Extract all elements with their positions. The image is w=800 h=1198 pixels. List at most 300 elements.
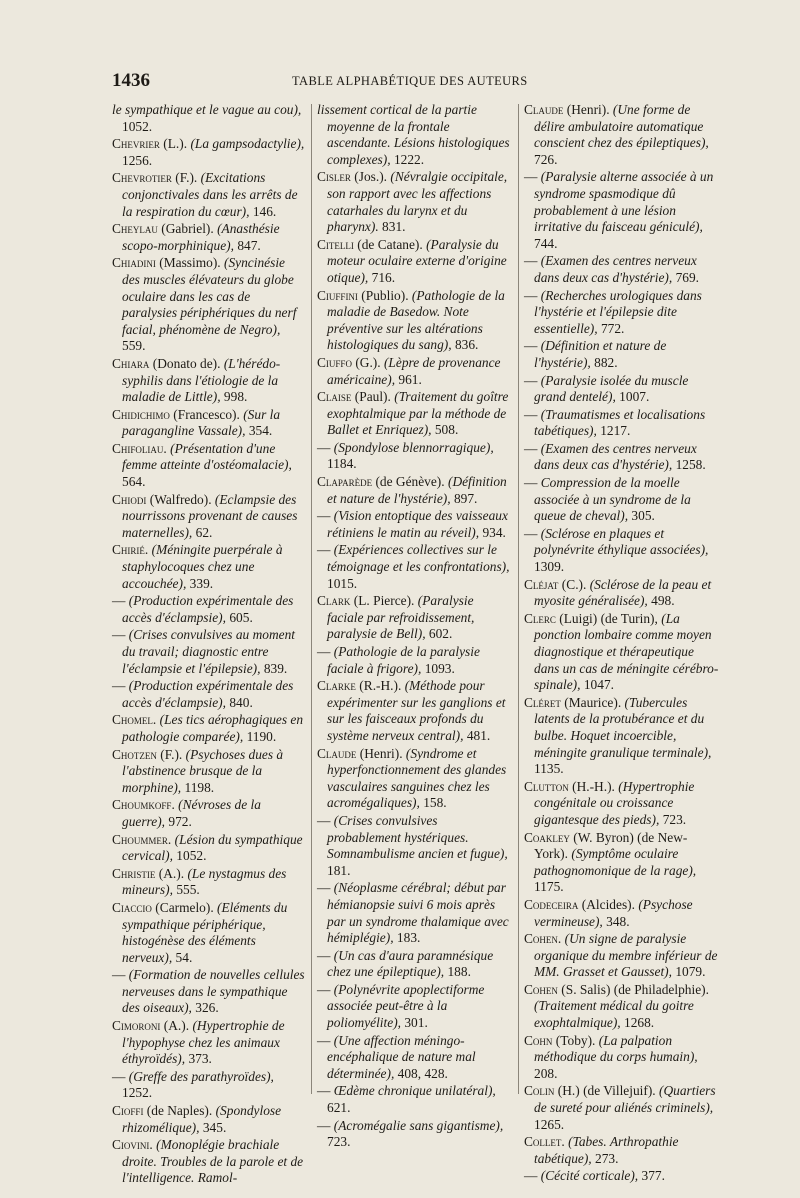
index-entry: [112, 1137, 305, 1187]
index-entry: [524, 830, 720, 896]
index-entry: [112, 797, 305, 830]
index-entry: [524, 897, 720, 930]
author-name: Chevrotier: [112, 170, 172, 186]
author-given: (A.).: [163, 1018, 190, 1034]
page-reference: 339.: [189, 575, 214, 591]
author-name: —: [317, 812, 331, 828]
index-entry: [524, 1033, 720, 1083]
index-entry: [112, 866, 305, 899]
page-reference: 181.: [327, 862, 351, 878]
author-name: —: [524, 169, 538, 185]
work-title: (Greffe des parathyroïdes),: [128, 1068, 274, 1084]
index-entry: [112, 1018, 305, 1068]
author-name: Clerc: [524, 610, 556, 626]
work-title: (La ponction lombaire comme moyen diagnostique et thérapeutique dans un cas de méningite cérébro-spinale),: [534, 610, 719, 693]
author-name: —: [317, 439, 331, 455]
page-reference: 723.: [662, 811, 687, 827]
work-title: (Paralysie du moteur oculaire externe d'origine otique),: [327, 236, 507, 285]
author-given: (Publio).: [361, 287, 409, 303]
page-reference: 408, 428.: [397, 1065, 448, 1081]
work-title: (Lèpre de provenance américaine),: [327, 354, 501, 387]
work-title: (Expériences collectives sur le témoignage et les confrontations),: [327, 542, 510, 575]
author-name: —: [112, 593, 126, 609]
work-title: (Sur la paragangline Vassale),: [122, 406, 281, 439]
page-reference: 716.: [371, 269, 396, 285]
index-entry: [112, 221, 305, 254]
work-title: (Spondylose blennorragique),: [333, 439, 494, 455]
author-name: Choummer.: [112, 831, 172, 847]
index-entry: [112, 356, 305, 406]
index-entry: [524, 931, 720, 981]
index-entry: [317, 880, 513, 946]
author-name: —: [317, 1117, 331, 1133]
work-title: (Syndrome et hyperfonctionnement des glandes vasculaires sanguines chez les acromégaliques),: [327, 745, 507, 811]
author-name: —: [524, 338, 538, 354]
author-name: Cioffi: [112, 1103, 144, 1119]
author-name: Chirié.: [112, 542, 149, 558]
author-given: (H.-H.).: [572, 778, 615, 794]
page-reference: 621.: [327, 1100, 351, 1116]
page-reference: 772.: [600, 320, 625, 336]
author-given: (de Catane).: [357, 236, 423, 252]
work-title: (Recherches urologiques dans l'hystérie et l'épilepsie dite essentielle),: [534, 287, 702, 336]
index-entry: [112, 678, 305, 711]
index-entry: [524, 695, 720, 778]
author-name: Chotzen: [112, 746, 157, 762]
page-reference: 972.: [168, 813, 192, 829]
author-name: Cléret: [524, 694, 561, 710]
work-title: (Pathologie de la paralysie faciale à frigore),: [327, 644, 480, 676]
page-reference: 481.: [466, 727, 491, 743]
page-reference: 498.: [651, 593, 675, 609]
author-name: Chiara: [112, 355, 150, 371]
page-reference: 345.: [202, 1119, 227, 1135]
index-entry: [112, 407, 305, 440]
work-title: (Méningite puerpérale à staphylocoques chez une accouchée),: [122, 542, 283, 591]
author-name: Cheylau: [112, 221, 158, 237]
work-title: (Névroses de la guerre),: [122, 797, 261, 829]
author-name: Cohen.: [524, 931, 562, 947]
page-reference: 508.: [434, 422, 459, 438]
index-entry: [317, 440, 513, 473]
work-title: (Hypertrophie congénitale ou croissance gigantesque des pieds),: [534, 778, 695, 827]
author-name: Citelli: [317, 236, 354, 252]
page-reference: 726.: [534, 151, 558, 167]
author-given: (Luigi) (de Turin),: [559, 610, 658, 626]
work-title: (Syncinésie des muscles élévateurs du globe oculaire dans les cas de paralysies périphériques du nerf facial, phénomène de Negro),: [122, 255, 297, 337]
page-reference: 1309.: [534, 559, 565, 575]
work-title: (Sclérose en plaques et polynévrite éthylique associées),: [534, 525, 709, 558]
index-entry: [524, 577, 720, 610]
work-title: (Définition et nature de l'hystérie),: [534, 338, 667, 370]
author-name: Claude: [524, 102, 564, 117]
author-name: Clutton: [524, 778, 569, 794]
index-entry: [112, 1103, 305, 1136]
author-name: Cimoroni: [112, 1018, 161, 1034]
author-name: —: [524, 525, 538, 541]
index-entry: [317, 508, 513, 541]
page-reference: 744.: [534, 235, 558, 251]
index-entry: [112, 1069, 305, 1102]
author-name: —: [317, 508, 331, 524]
work-title: (La palpation méthodique du corps humain),: [534, 1032, 698, 1065]
index-entry: [317, 1118, 513, 1151]
work-title: (Méthode pour expérimenter sur les ganglions et sur les faisceaux profonds du système nerveux central),: [327, 678, 506, 743]
author-name: Chomel.: [112, 712, 157, 728]
page-reference: 961.: [398, 371, 422, 387]
index-entry: [317, 644, 513, 677]
index-entry: [317, 982, 513, 1032]
index-entry: [524, 169, 720, 252]
author-given: (Henri).: [359, 745, 403, 761]
page-reference: 188.: [447, 964, 471, 980]
author-name: Ciuffo: [317, 354, 352, 370]
page-reference: 840.: [229, 694, 253, 710]
author-name: —: [524, 475, 538, 491]
index-entry: [112, 255, 305, 355]
author-name: Clark: [317, 593, 351, 609]
author-given: (F.).: [160, 746, 183, 762]
page-reference: 54.: [175, 949, 193, 965]
author-given: (de Génève).: [375, 474, 445, 490]
index-entry: [112, 492, 305, 542]
work-title: (Spondylose rhizomélique),: [122, 1103, 282, 1135]
author-given: (de Naples).: [146, 1103, 213, 1119]
author-given: (Jos.).: [354, 169, 388, 185]
page-reference: 559.: [122, 338, 146, 354]
index-column-1: [112, 102, 305, 1188]
index-entry: [317, 746, 513, 812]
author-given: (Massimo).: [159, 255, 221, 271]
work-title: Compression de la moelle associée à un syndrome de la queue de cheval),: [534, 475, 691, 524]
work-title: (Acromégalie sans gigantisme),: [333, 1117, 504, 1133]
work-title: (Excitations conjonctivales dans les arrêts de la respiration du cœur),: [122, 170, 298, 219]
index-entry: [112, 712, 305, 745]
author-name: Cohen: [524, 981, 558, 997]
index-entry: [317, 288, 513, 354]
work-title: (Cécité corticale),: [540, 1168, 639, 1184]
author-name: Collet.: [524, 1134, 565, 1150]
page-reference: 1052.: [176, 848, 207, 864]
work-title: (Définition et nature de l'hystérie),: [327, 474, 507, 506]
author-given: (Toby).: [555, 1032, 596, 1048]
author-name: Choumkoff.: [112, 797, 175, 813]
index-entry: [524, 1134, 720, 1167]
work-title: (Psychose vermineuse),: [534, 896, 693, 929]
work-title: le sympathique et le vague au cou),: [112, 102, 302, 117]
work-title: (Polynévrite apoplectiforme associée peut-être à la poliomyélite),: [327, 981, 485, 1031]
page-reference: 998.: [223, 389, 248, 405]
page-reference: 1258.: [675, 457, 706, 473]
work-title: (Paralysie alterne associée à un syndrome spasmodique dû probablement à une lésion irritative du faisceau géniculé),: [534, 169, 714, 235]
author-name: Coakley: [524, 829, 570, 845]
work-title: (Tabes. Arthropathie tabétique),: [534, 1134, 679, 1166]
column-divider: [311, 104, 312, 1094]
page-reference: 1175.: [534, 879, 564, 895]
page-reference: 769.: [675, 269, 700, 285]
page-header: [112, 70, 712, 94]
page-reference: 354.: [248, 423, 273, 439]
index-entry: [524, 475, 720, 525]
index-entry: [112, 136, 305, 169]
author-name: —: [524, 1168, 538, 1184]
page-reference: 1079.: [675, 964, 706, 980]
page-number: 1436: [112, 70, 150, 91]
work-title: (Un signe de paralysie organique du membre inférieur de MM. Grasset et Gausset),: [534, 931, 718, 980]
work-title: (Sclérose de la peau et myosite généralisée),: [534, 576, 712, 609]
author-name: —: [112, 627, 126, 643]
author-name: —: [112, 1068, 126, 1084]
author-name: Ciuffini: [317, 287, 358, 303]
index-entry: [112, 832, 305, 865]
index-entry: [317, 1083, 513, 1116]
index-entry: [112, 170, 305, 220]
index-entry: [317, 813, 513, 879]
index-entry: [112, 747, 305, 797]
author-given: (Gabriel).: [161, 221, 214, 237]
author-name: Codeceira: [524, 896, 579, 912]
page-reference: 1093.: [424, 660, 455, 676]
index-entry: [317, 542, 513, 592]
work-title: (Symptôme oculaire pathognomonique de la rage),: [534, 846, 697, 878]
work-title: Œdème chronique unilatéral),: [333, 1083, 496, 1099]
work-title: (Eclampsie des nourrissons provenant de causes maternelles),: [122, 491, 298, 540]
page-reference: 1265.: [534, 1116, 565, 1132]
index-entry: [524, 253, 720, 286]
index-entry: [112, 967, 305, 1017]
page-reference: 373.: [188, 1051, 212, 1067]
author-name: Colin: [524, 1083, 555, 1099]
index-entry: [112, 593, 305, 626]
author-name: —: [317, 1032, 331, 1048]
work-title: (Lésion du sympathique cervical),: [122, 831, 303, 864]
author-given: (Francesco).: [173, 406, 240, 422]
author-given: (L.).: [163, 136, 188, 152]
work-title: (Le nystagmus des mineurs),: [122, 865, 287, 898]
page-reference: 158.: [423, 795, 447, 811]
page-reference: 831.: [382, 219, 406, 235]
work-title: (Un cas d'aura paramnésique chez une épileptique),: [327, 947, 494, 980]
work-title: (Quartiers de sureté pour aliénés criminels),: [534, 1083, 716, 1116]
page-reference: 305.: [631, 508, 655, 524]
page-reference: 934.: [482, 524, 506, 540]
work-title: (Vision entoptique des vaisseaux rétiniens le matin au réveil),: [327, 508, 508, 540]
index-entry: [524, 526, 720, 576]
author-name: —: [317, 1083, 331, 1099]
author-given: (F.).: [175, 170, 198, 186]
work-title: (Crises convulsives au moment du travail; diagnostic entre l'éclampsie et l'épilepsie),: [122, 627, 295, 676]
index-entry: [317, 355, 513, 388]
page-reference: 1252.: [122, 1085, 153, 1101]
author-given: (Paul).: [354, 389, 391, 405]
page-reference: 605.: [229, 609, 253, 625]
work-title: lissement cortical de la partie moyenne de la frontale ascendante. Lésions histologiques complexes),: [317, 102, 510, 167]
work-title: (Psychoses dues à l'abstinence brusque de la morphine),: [122, 746, 284, 795]
page-reference: 273.: [595, 1150, 619, 1166]
author-name: Cléjat: [524, 576, 559, 592]
index-entry: [317, 948, 513, 981]
author-given: (C.).: [561, 576, 587, 592]
column-divider: [518, 104, 519, 1094]
work-title: (Traumatismes et localisations tabétiques),: [534, 406, 706, 439]
work-title: (Monoplégie brachiale droite. Troubles de la parole et de l'intelligence. Ramol-: [122, 1137, 304, 1186]
author-name: —: [524, 372, 538, 388]
page-reference: 1198.: [184, 779, 215, 795]
author-given: (W. Byron) (de New-York).: [534, 829, 688, 862]
work-title: (Traitement médical du goitre exophtalmique),: [534, 998, 694, 1031]
author-name: Ciovini.: [112, 1137, 153, 1153]
index-entry: [524, 407, 720, 440]
page-reference: 564.: [122, 474, 146, 490]
index-entry: [317, 1033, 513, 1083]
index-entry: [524, 1083, 720, 1133]
index-entry: [524, 611, 720, 694]
author-given: (Henri).: [566, 102, 610, 117]
work-title: (La gampsodactylie),: [190, 136, 305, 152]
author-given: (A.).: [158, 865, 185, 881]
author-given: (R.-H.).: [359, 678, 402, 694]
index-entry: [524, 102, 720, 168]
index-entry: [317, 593, 513, 643]
work-title: (Eléments du sympathique périphérique, histogénèse des éléments nerveux),: [122, 899, 288, 965]
page-reference: 1268.: [624, 1015, 655, 1031]
index-entry: [112, 102, 305, 135]
page-reference: 1184.: [327, 456, 357, 472]
work-title: (Traitement du goître exophtalmique par la méthode de Ballet et Enriquez),: [327, 389, 509, 438]
author-name: —: [112, 967, 126, 983]
index-entry: [524, 373, 720, 406]
page-reference: 208.: [534, 1065, 558, 1081]
page-reference: 836.: [454, 337, 479, 353]
author-name: —: [317, 542, 331, 558]
index-entry: [524, 441, 720, 474]
page-reference: 301.: [404, 1015, 428, 1031]
page-reference: 847.: [237, 237, 261, 253]
running-title: TABLE ALPHABÉTIQUE DES AUTEURS: [292, 74, 528, 88]
page-reference: 183.: [396, 930, 421, 946]
author-given: (G.).: [355, 354, 381, 370]
author-name: —: [317, 644, 331, 659]
work-title: (Néoplasme cérébral; début par hémianopsie suivi 6 mois après par un syndrome thalamique avec hémiplégie),: [327, 880, 509, 946]
index-entry: [112, 542, 305, 592]
index-entry: [524, 288, 720, 338]
page-reference: 1007.: [619, 389, 650, 405]
page-reference: 1015.: [327, 575, 358, 591]
page-reference: 1047.: [583, 677, 614, 693]
page-reference: 897.: [453, 490, 478, 506]
work-title: (Une forme de délire ambulatoire automatique conscient chez des épileptiques),: [534, 102, 709, 151]
index-entry: [317, 678, 513, 744]
index-entry: [317, 474, 513, 507]
author-given: (Carmelo).: [155, 899, 214, 915]
author-name: —: [112, 678, 126, 694]
author-name: —: [317, 947, 331, 963]
index-column-2: [317, 102, 513, 1152]
author-name: Chiadini: [112, 255, 156, 271]
work-title: (Production expérimentale des accès d'éclampsie),: [122, 678, 294, 710]
author-given: (Donato de).: [152, 355, 221, 371]
page-reference: 723.: [327, 1134, 351, 1150]
author-name: Chifoliau.: [112, 440, 167, 456]
author-name: Cohn: [524, 1032, 553, 1048]
author-given: (Maurice).: [564, 694, 622, 710]
work-title: (Les tics aérophagiques en pathologie comparée),: [122, 712, 304, 744]
index-entry: [317, 169, 513, 235]
author-name: Cisler: [317, 169, 351, 185]
work-title: (Production expérimentale des accès d'éclampsie),: [122, 593, 294, 625]
index-column-3: [524, 102, 720, 1186]
author-name: —: [524, 406, 538, 422]
work-title: (Une affection méningo-encéphalique de nature mal déterminée),: [327, 1032, 476, 1081]
author-name: Claparède: [317, 474, 373, 490]
page-reference: 882.: [594, 354, 618, 370]
index-entry: [112, 441, 305, 491]
page-reference: 146.: [252, 203, 277, 219]
index-entry: [317, 102, 513, 168]
work-title: (Pathologie de la maladie de Basedow. Note préventive sur les altérations histologiques du sang),: [327, 287, 505, 353]
work-title: (Formation de nouvelles cellules nerveuses dans le sympathique des oiseaux),: [122, 967, 305, 1016]
work-title: (Crises convulsives probablement hystériques. Somnambulisme ancien et fugue),: [327, 812, 508, 862]
work-title: (Hypertrophie de l'hypophyse chez les animaux éthyroïdés),: [122, 1018, 285, 1067]
author-name: —: [317, 981, 331, 997]
author-name: Christie: [112, 865, 156, 881]
author-name: Ciaccio: [112, 899, 152, 915]
work-title: (L'hérédo-syphilis dans l'étiologie de la maladie de Little),: [122, 355, 281, 405]
page-reference: 326.: [195, 1000, 219, 1016]
author-name: Claude: [317, 745, 357, 761]
work-title: (Paralysie faciale par refroidissement, paralysie de Bell),: [327, 593, 475, 642]
work-title: (Paralysie isolée du muscle grand dentelé),: [534, 372, 689, 405]
work-title: (Tubercules latents de la protubérance et du bulbe. Hoquet incoercible, méningite granulique terminale),: [534, 694, 712, 760]
author-name: Claise: [317, 389, 352, 405]
page-reference: 1256.: [122, 152, 153, 168]
work-title: (Présentation d'une femme atteinte d'ostéomalacie),: [122, 440, 292, 473]
author-given: (Alcides).: [581, 896, 635, 912]
index-entry: [524, 779, 720, 829]
author-name: Chidichimo: [112, 406, 170, 422]
work-title: (Névralgie occipitale, son rapport avec les affections catarhales du larynx et du pharynx).: [327, 169, 508, 235]
author-name: —: [524, 253, 538, 269]
page-reference: 1052.: [122, 118, 153, 134]
work-title: (Examen des centres nerveux dans deux cas d'hystérie),: [534, 253, 697, 285]
page-reference: 555.: [176, 882, 200, 898]
page-reference: 1190.: [246, 728, 277, 744]
index-entry: [524, 338, 720, 371]
author-given: (S. Salis) (de Philadelphie).: [561, 981, 709, 997]
author-name: Chiodi: [112, 491, 147, 507]
index-entry: [524, 1168, 720, 1185]
author-name: Chevrier: [112, 136, 160, 152]
page-reference: 62.: [195, 524, 213, 540]
work-title: (Anasthésie scopo-morphinique),: [122, 221, 280, 253]
author-given: (H.) (de Villejuif).: [557, 1083, 656, 1099]
author-given: (L. Pierce).: [353, 593, 415, 609]
page-reference: 839.: [263, 660, 288, 676]
page-reference: 377.: [641, 1168, 665, 1184]
page-reference: 1222.: [393, 151, 425, 167]
index-entry: [524, 982, 720, 1032]
page-reference: 348.: [606, 913, 630, 929]
author-name: Clarke: [317, 678, 356, 694]
work-title: (Examen des centres nerveux dans deux cas d'hystérie),: [534, 440, 697, 473]
index-entry: [112, 900, 305, 966]
author-name: —: [317, 880, 331, 896]
author-name: —: [524, 440, 538, 456]
page-reference: 1217.: [600, 423, 631, 439]
author-name: —: [524, 287, 538, 303]
page-reference: 602.: [428, 626, 453, 642]
index-entry: [317, 389, 513, 439]
